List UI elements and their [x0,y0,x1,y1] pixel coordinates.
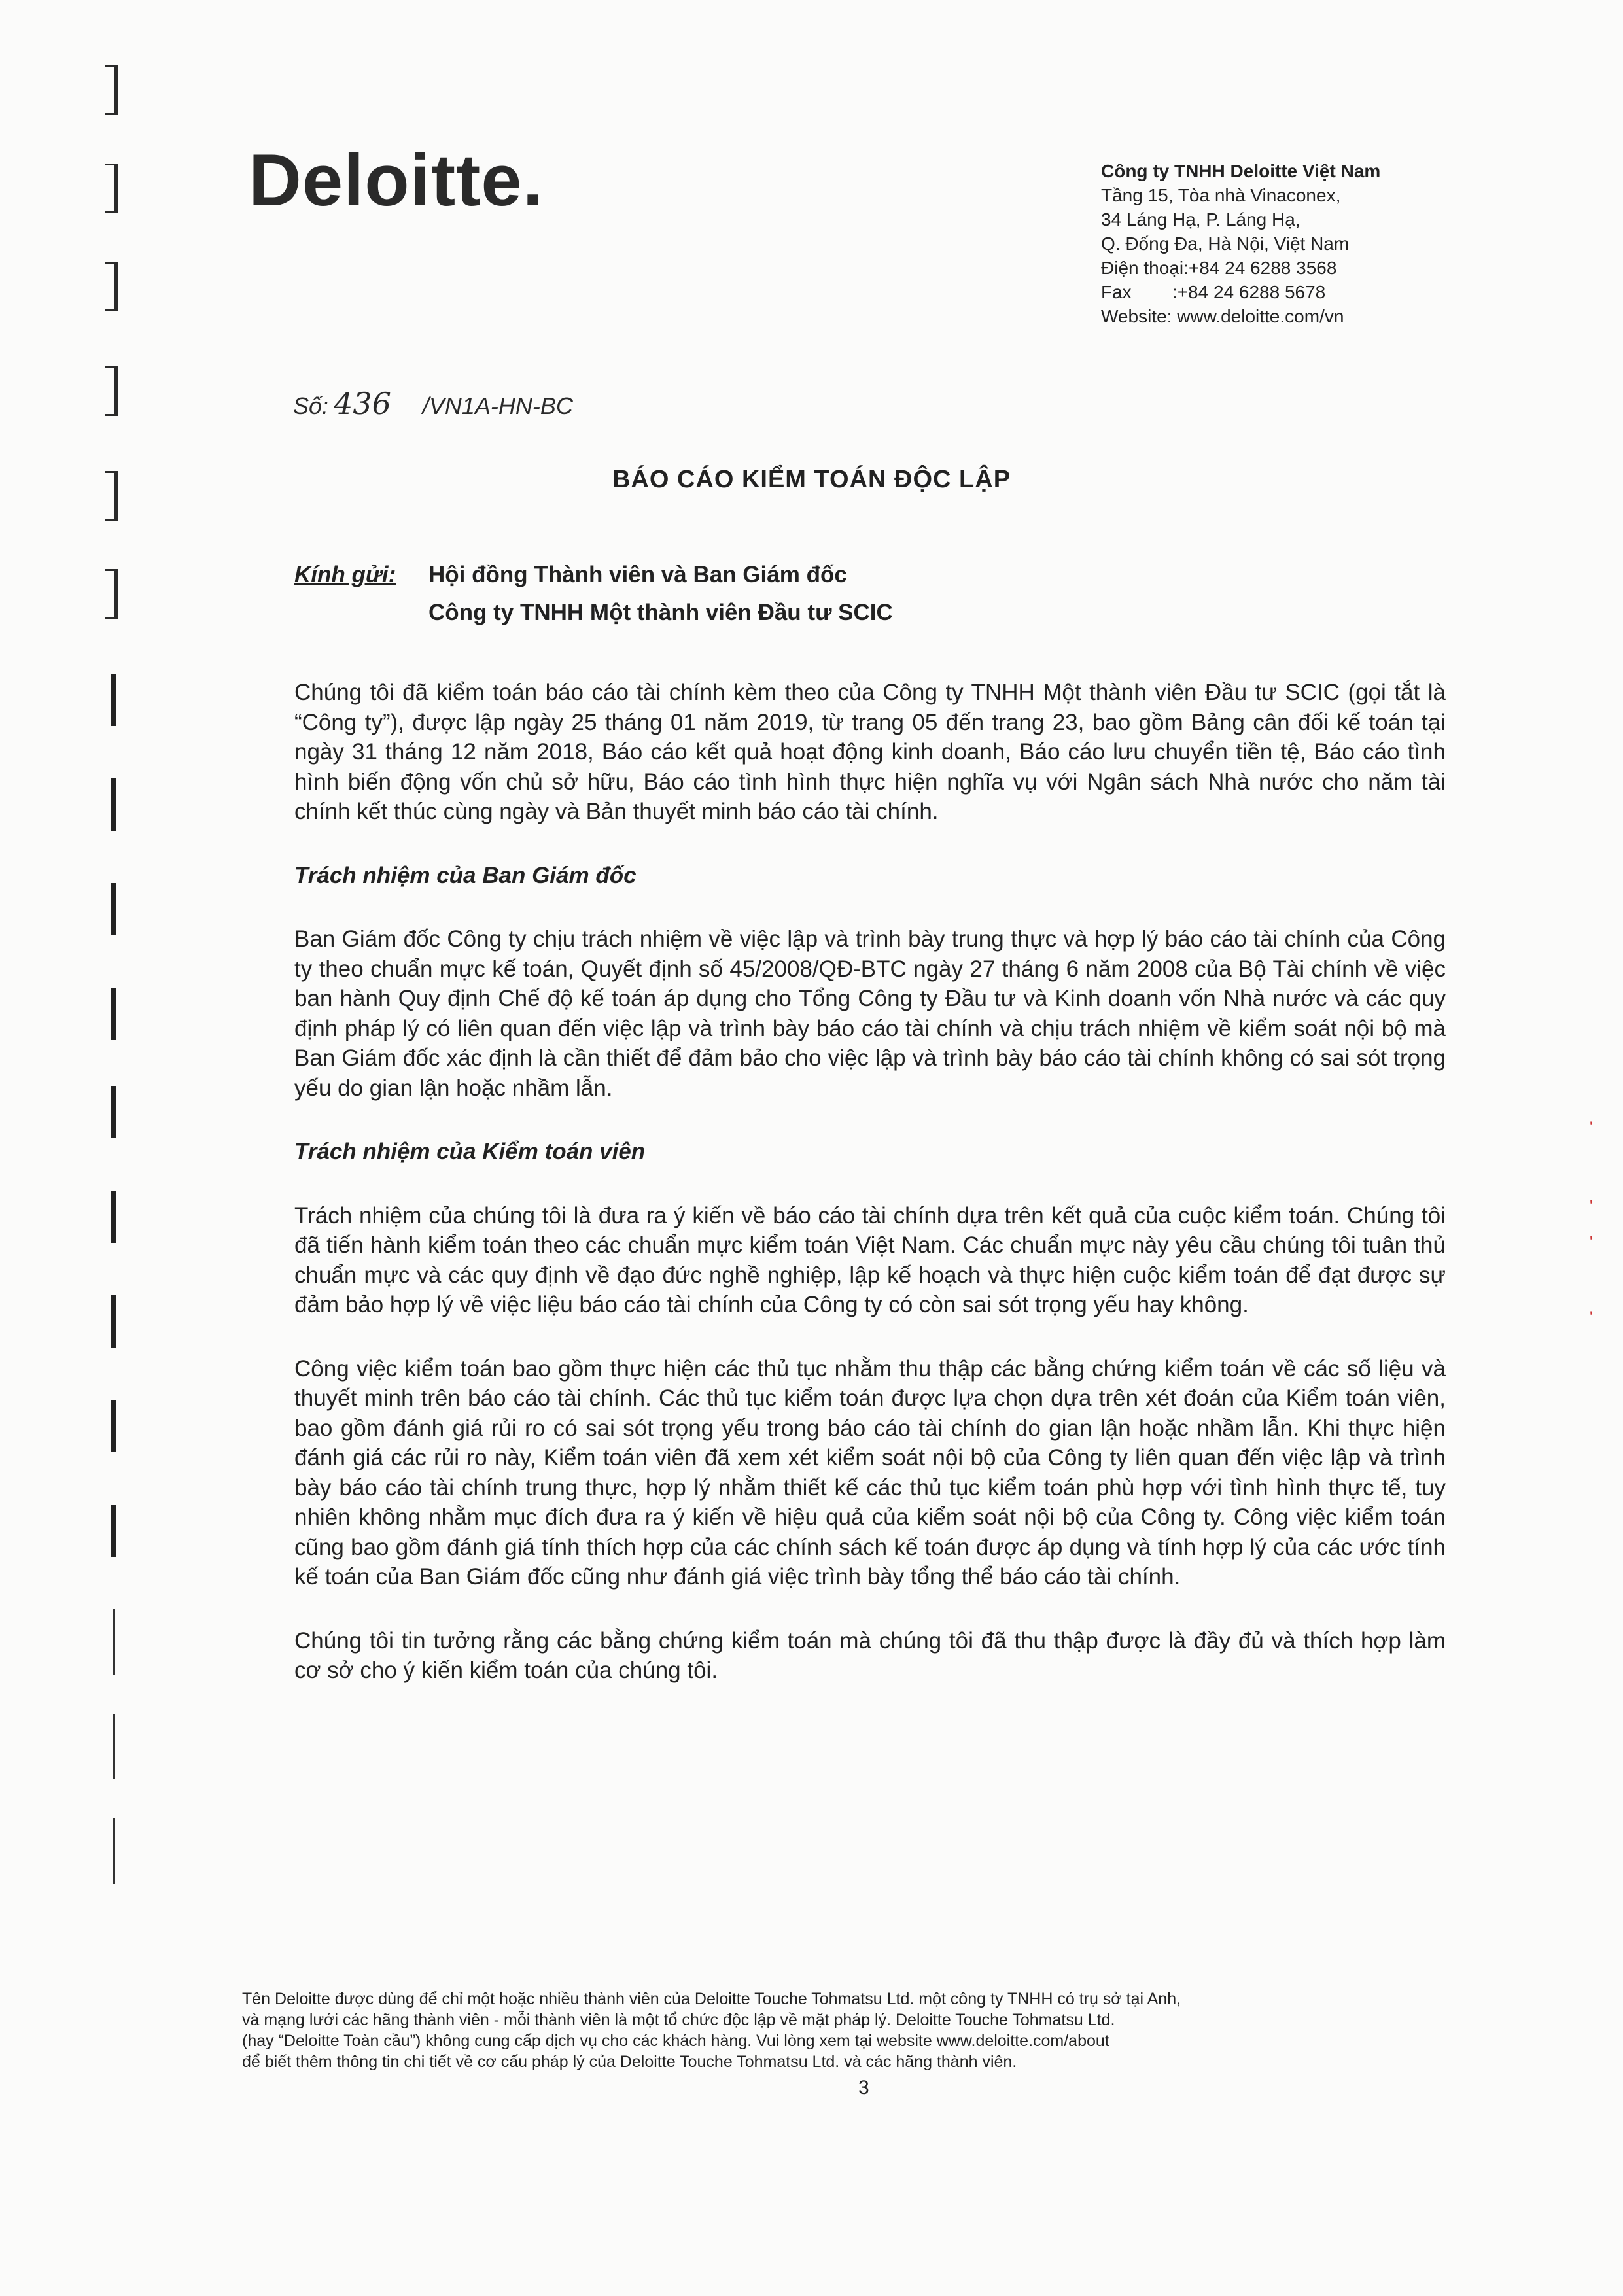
binding-mark [105,65,118,115]
company-address-block [1101,159,1467,328]
section-paragraph: Ban Giám đốc Công ty chịu trách nhiệm về việc lập và trình bày trung thực và hợp lý báo cáo tài chính của Công ty theo chuẩn mực kế toán, Quyết định số 45/2008/QĐ-BTC ngày 27 tháng 6 năm 2008 của Bộ Tài chính về việc ban hành Quy định Chế độ kế toán áp dụng cho Tổng Công ty Đầu tư và Kinh doanh vốn Nhà nước và các quy định pháp lý có liên quan đến việc lập và trình bày báo cáo tài chính và chịu trách nhiệm về kiểm soát nội bộ mà Ban Giám đốc xác định là cần thiết để đảm bảo cho việc lập và trình bày báo cáo tài chính không có sai sót trọng yếu do gian lận hoặc nhầm lẫn. [294,926,1446,1101]
binding-mark [113,1714,115,1779]
binding-mark [111,674,116,726]
section-paragraph: Trách nhiệm của chúng tôi là đưa ra ý kiến về báo cáo tài chính dựa trên kết quả của cuộc kiểm toán. Chúng tôi đã tiến hành kiểm toán theo các chuẩn mực kiểm toán Việt Nam. Các chuẩn mực này yêu cầu chúng tôi tuân thủ chuẩn mực và các quy định về đạo đức nghề nghiệp, lập kế hoạch và thực hiện cuộc kiểm toán để đạt được sự đảm bảo hợp lý về việc liệu báo cáo tài chính của Công ty có còn sai sót trọng yếu hay không. [294,1202,1446,1317]
addressee-block [294,556,893,632]
address-line: Q. Đống Đa, Hà Nội, Việt Nam [1101,234,1350,254]
section-heading: Trách nhiệm của Kiểm toán viên [294,1139,646,1164]
footer-line: để biết thêm thông tin chi tiết về cơ cấu pháp lý của Deloitte Touche Tohmatsu Ltd. và các hãng thành viên. [242,2053,1017,2071]
binding-mark [111,1191,116,1243]
binding-mark [105,366,118,416]
binding-mark [105,164,118,213]
phone-line: Điện thoại:+84 24 6288 3568 [1101,258,1337,278]
reference-prefix: Số: [293,392,329,419]
footer-line: và mạng lưới các hãng thành viên - mỗi thành viên là một tổ chức độc lập về mặt pháp lý. Deloitte Touche Tohmatsu Ltd. [242,2011,1115,2029]
intro-paragraph: Chúng tôi đã kiểm toán báo cáo tài chính kèm theo của Công ty TNHH Một thành viên Đầu tư SCIC (gọi tắt là “Công ty”), được lập ngày 25 tháng 01 năm 2019, từ trang 05 đến trang 23, bao gồm Bảng cân đối kế toán tại ngày 31 tháng 12 năm 2018, Báo cáo kết quả hoạt động kinh doanh, Báo cáo lưu chuyển tiền tệ, Báo cáo tình hình biến động vốn chủ sở hữu, Báo cáo tình hình thực hiện nghĩa vụ với Ngân sách Nhà nước cho năm tài chính kết thúc cùng ngày và Bản thuyết minh báo cáo tài chính. [294,680,1446,824]
reference-handwritten-number: 436 [334,386,391,421]
binding-mark [111,778,116,831]
binding-mark [113,1818,115,1884]
address-line: Tầng 15, Tòa nhà Vinaconex, [1101,185,1341,205]
binding-mark [111,1086,116,1138]
addressee-label: Kính gửi: [294,562,396,587]
binding-mark [105,262,118,311]
binding-mark [105,569,118,619]
section-heading: Trách nhiệm của Ban Giám đốc [294,862,637,888]
report-body [294,678,1446,1686]
addressee-line: Công ty TNHH Một thành viên Đầu tư SCIC [428,600,893,625]
reference-code: /VN1A-HN-BC [422,392,573,419]
legal-footer [242,1989,1420,2072]
deloitte-logo: Deloitte. [249,139,544,221]
reference-number [293,386,573,421]
page-number: 3 [858,2077,869,2098]
website-line: Website: www.deloitte.com/vn [1101,306,1344,326]
section-paragraph: Chúng tôi tin tưởng rằng các bằng chứng kiểm toán mà chúng tôi đã thu thập được là đầy đủ và thích hợp làm cơ sở cho ý kiến kiểm toán của chúng tôi. [294,1627,1446,1683]
fax-line: Fax :+84 24 6288 5678 [1101,282,1326,302]
company-name: Công ty TNHH Deloitte Việt Nam [1101,161,1381,181]
edge-marks: ' ' ' ' [1590,1119,1593,1326]
address-line: 34 Láng Hạ, P. Láng Hạ, [1101,209,1300,230]
binding-mark [111,1505,116,1557]
addressee-line: Hội đồng Thành viên và Ban Giám đốc [428,562,847,587]
binding-mark [113,1609,115,1675]
binding-mark [111,883,116,935]
binding-marks [85,52,124,1949]
footer-line: (hay “Deloitte Toàn cầu”) không cung cấp dịch vụ cho các khách hàng. Vui lòng xem tại website www.deloitte.com/about [242,2032,1109,2050]
binding-mark [111,1400,116,1452]
footer-line: Tên Deloitte được dùng để chỉ một hoặc nhiều thành viên của Deloitte Touche Tohmatsu Ltd. một công ty TNHH có trụ sở tại Anh, [242,1990,1181,2008]
binding-mark [111,1295,116,1348]
report-title: BÁO CÁO KIỂM TOÁN ĐỘC LẬP [612,466,1011,493]
section-paragraph: Công việc kiểm toán bao gồm thực hiện các thủ tục nhằm thu thập các bằng chứng kiểm toán về các số liệu và thuyết minh trên báo cáo tài chính. Các thủ tục kiểm toán được lựa chọn dựa trên xét đoán của Kiểm toán viên, bao gồm đánh giá rủi ro có sai sót trọng yếu trong báo cáo tài chính do gian lận hoặc nhầm lẫn. Khi thực hiện đánh giá các rủi ro này, Kiểm toán viên đã xem xét kiểm soát nội bộ của Công ty liên quan đến việc lập và trình bày báo cáo tài chính trung thực, hợp lý nhằm thiết kế các thủ tục kiểm toán phù hợp với tình hình thực tế, tuy nhiên không nhằm mục đích đưa ra ý kiến về hiệu quả của kiểm soát nội bộ của Công ty. Công việc kiểm toán cũng bao gồm đánh giá tính thích hợp của các chính sách kế toán được áp dụng và tính hợp lý của các ước tính kế toán của Ban Giám đốc cũng như đánh giá việc trình bày tổng thể báo cáo tài chính. [294,1355,1446,1590]
binding-mark [111,988,116,1040]
